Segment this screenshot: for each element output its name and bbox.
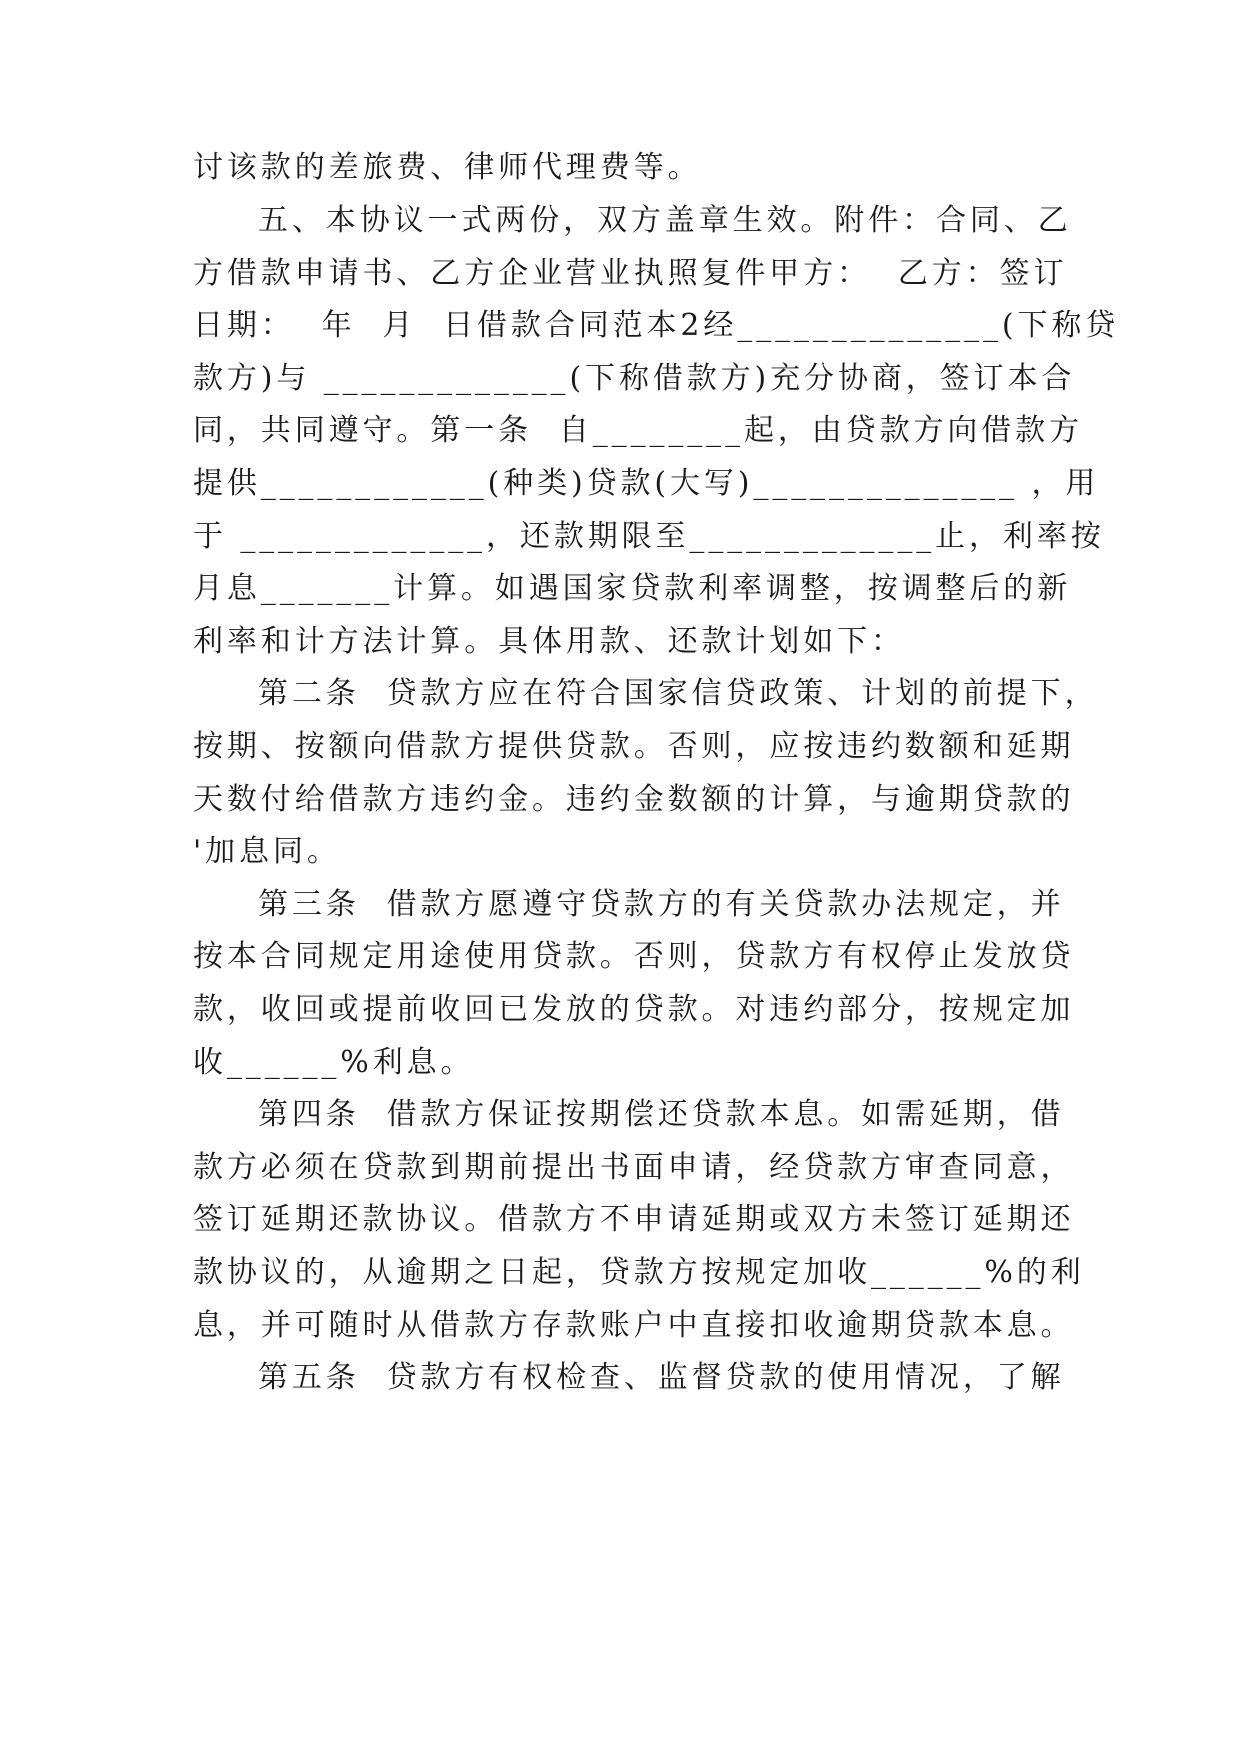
text-line: 第五条 贷款方有权检查、监督贷款的使用情况，了解 <box>258 1360 1065 1395</box>
text-line: 第二条 贷款方应在符合国家信贷政策、计划的前提下， <box>258 676 1099 711</box>
text-line: 方借款申请书、乙方企业营业执照复件甲方： 乙方：签订 <box>193 256 1068 291</box>
text-line: 于 _____________，还款期限至_____________止，利率按 <box>193 519 1105 554</box>
text-line: 天数付给借款方违约金。违约金数额的计算，与逾期贷款的 <box>193 782 1075 817</box>
text-line: 第三条 借款方愿遵守贷款方的有关贷款办法规定，并 <box>258 887 1065 922</box>
text-line: 按本合同规定用途使用贷款。否则，贷款方有权停止发放贷 <box>193 939 1075 974</box>
text-line: 款方)与 _____________(下称借款方)充分协商，签订本合 <box>193 361 1076 396</box>
text-line: 月息_______计算。如遇国家贷款利率调整，按调整后的新 <box>193 571 1072 606</box>
text-line: 收______%利息。 <box>193 1045 475 1080</box>
text-line: 息，并可随时从借款方存款账户中直接扣收逾期贷款本息。 <box>193 1308 1075 1343</box>
text-line: 按期、按额向借款方提供贷款。否则，应按违约数额和延期 <box>193 729 1075 764</box>
text-line: 利率和计方法计算。具体用款、还款计划如下： <box>193 624 905 659</box>
text-line: 款，收回或提前收回已发放的贷款。对违约部分，按规定加 <box>193 992 1075 1027</box>
text-line: 款协议的，从逾期之日起，贷款方按规定加收______%的利 <box>193 1255 1085 1290</box>
text-line: 五、本协议一式两份，双方盖章生效。附件：合同、乙 <box>258 203 1072 238</box>
text-line: 日期： 年 月 日借款合同范本2经______________(下称贷 <box>193 308 1120 343</box>
text-line: 签订延期还款协议。借款方不申请延期或双方未签订延期还 <box>193 1202 1075 1237</box>
text-line: 款方必须在贷款到期前提出书面申请，经贷款方审查同意， <box>193 1150 1075 1185</box>
text-line: 讨该款的差旅费、律师代理费等。 <box>193 150 702 185</box>
text-line: 同，共同遵守。第一条 自________起，由贷款方向借款方 <box>193 413 1083 448</box>
text-line: '加息同。 <box>193 834 341 869</box>
text-line: 第四条 借款方保证按期偿还贷款本息。如需延期，借 <box>258 1097 1065 1132</box>
text-line: 提供____________(种类)贷款(大写)______________ ，用 <box>193 466 1100 501</box>
